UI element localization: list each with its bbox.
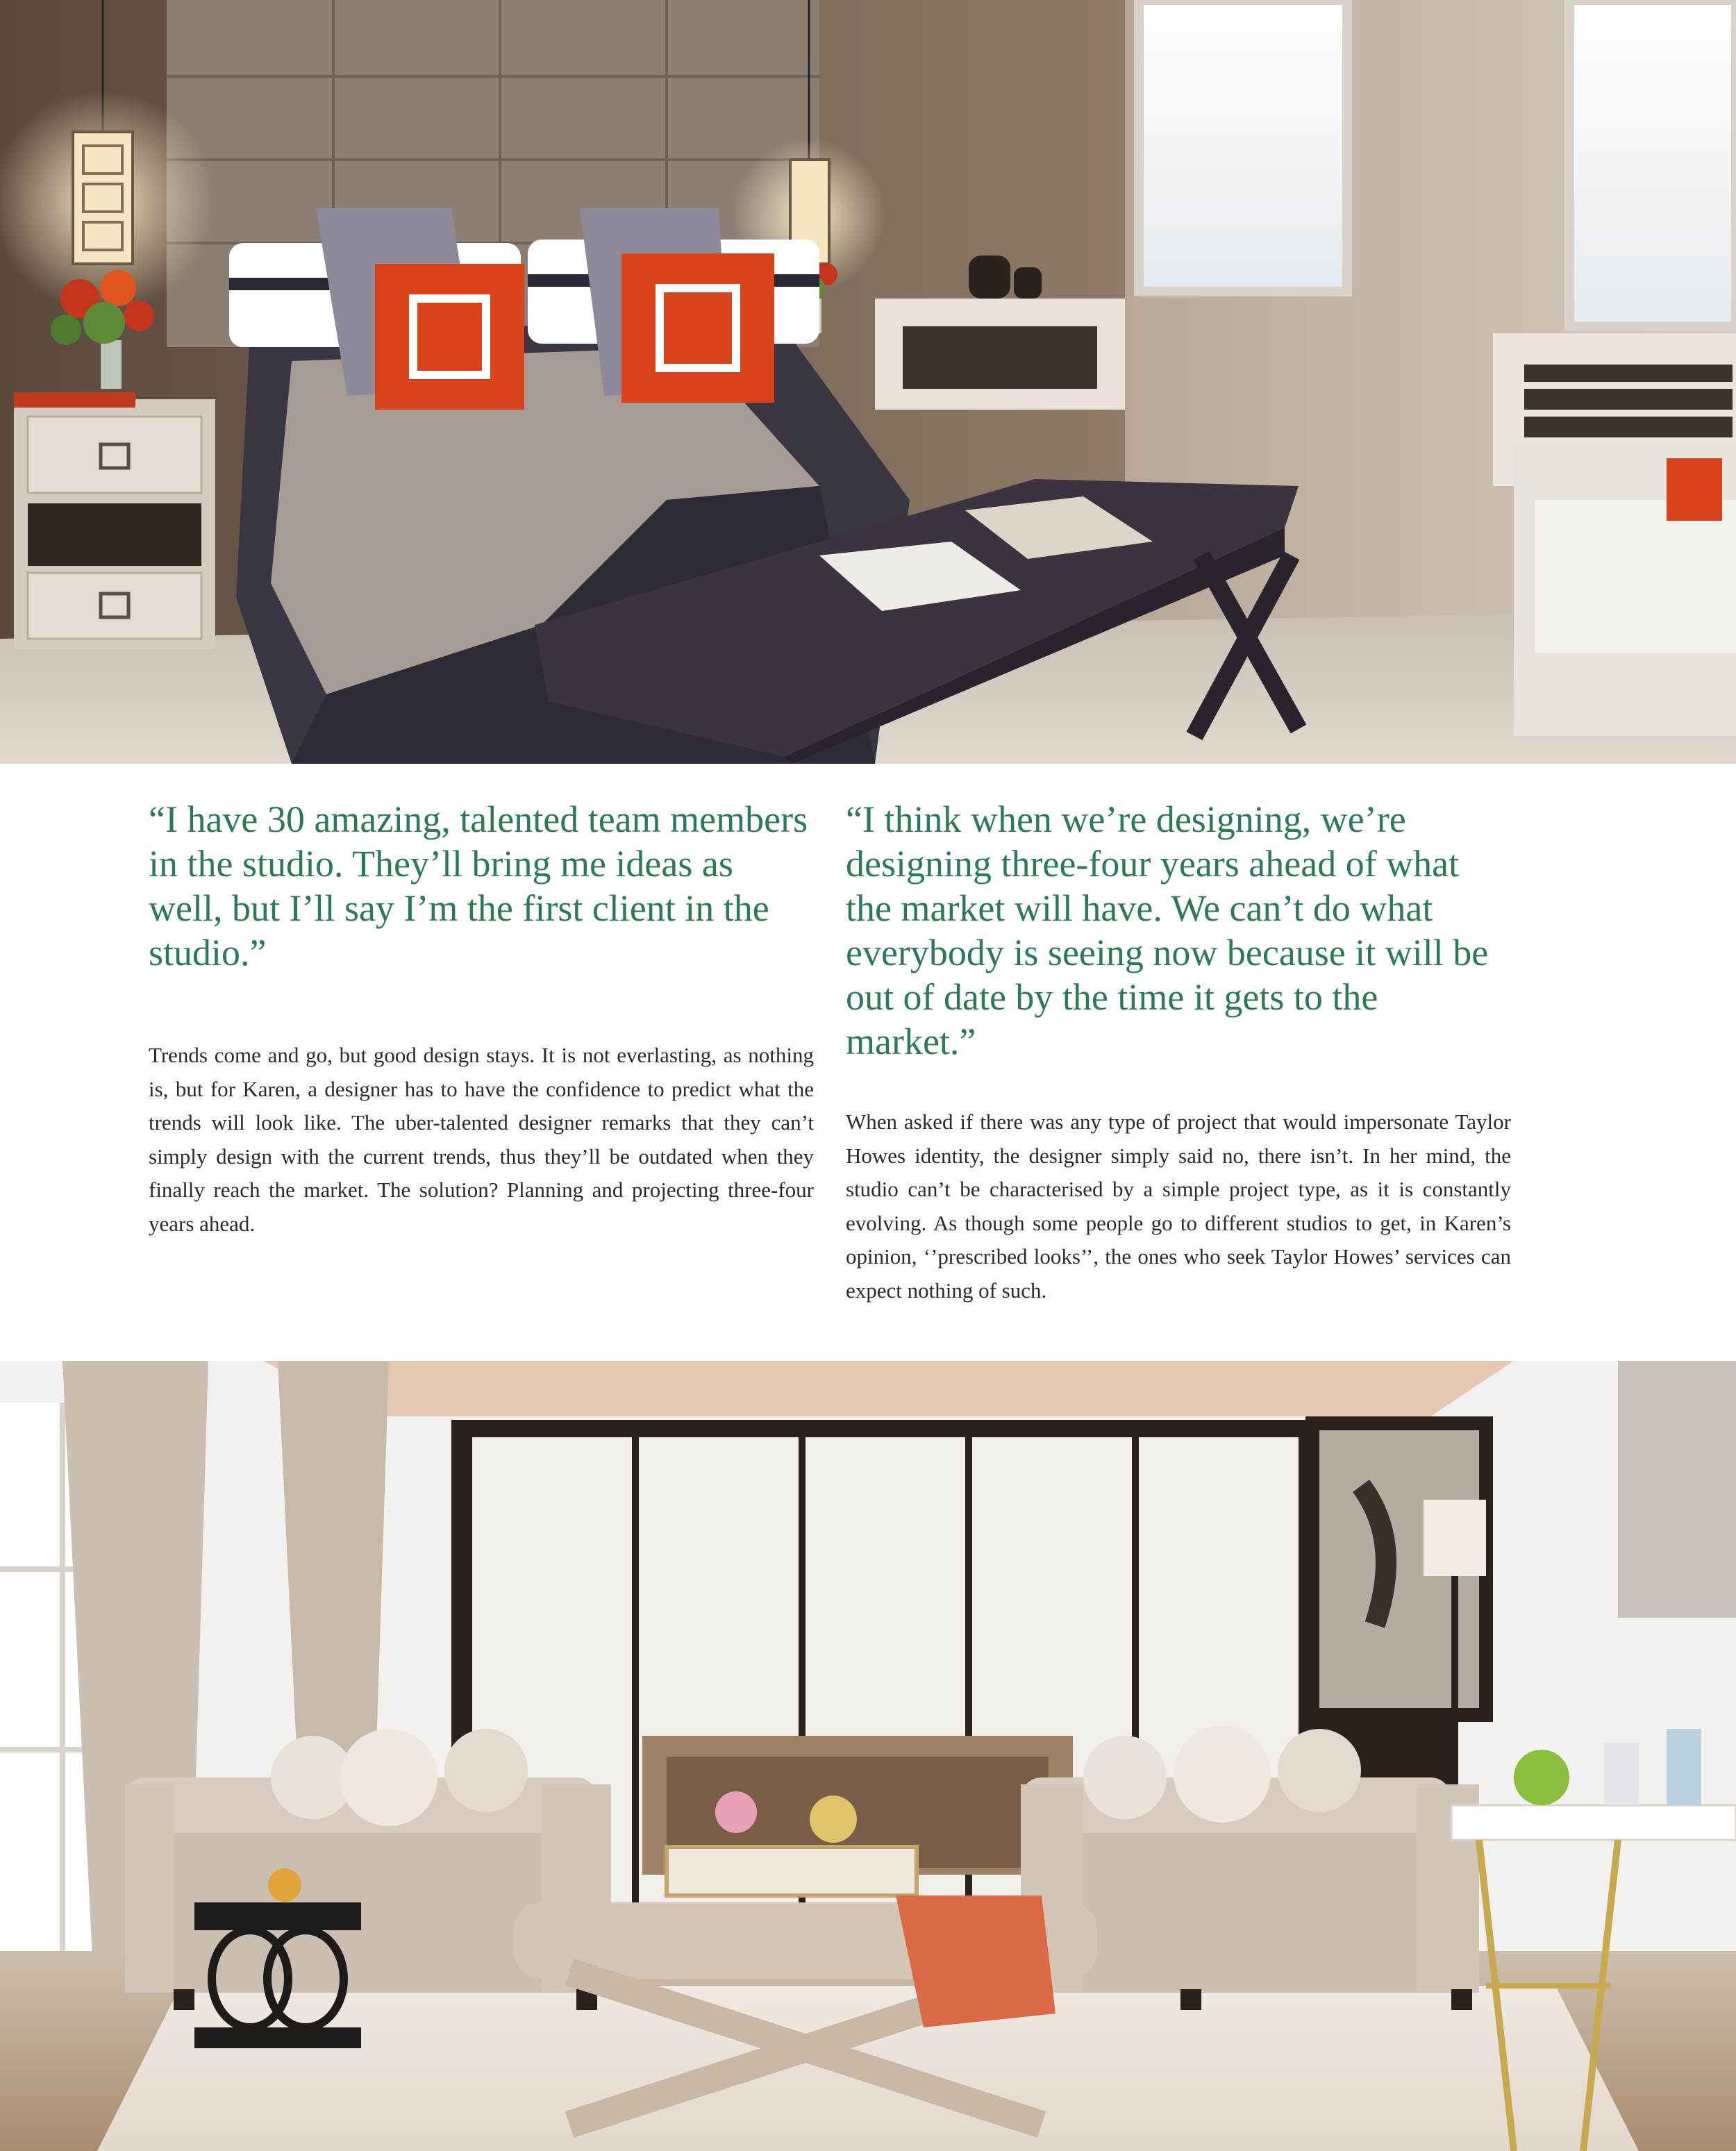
armchair (1514, 444, 1736, 736)
bedroom-illustration (0, 0, 1736, 764)
nightstand (14, 392, 215, 649)
body-paragraph-left: Trends come and go, but good design stays. It is not everlasting, as nothing is, but for Karen, a designer has to have the confidence to predict what the trends will look like. The uber-talented designer remarks that they can’t simply design with the current trends, thus they’ll be outdated when they finally reach the market. The solution? Planning and projecting three-four years ahead. (149, 1043, 814, 1236)
table-lamp (1424, 1500, 1486, 1576)
orange-throw (896, 1895, 1055, 2027)
bedroom-photo (0, 0, 1736, 764)
tulips (715, 1791, 757, 1833)
window-center (1139, 0, 1347, 292)
orange-cushion-right (621, 253, 774, 403)
living-room-illustration (0, 1361, 1736, 2151)
orange-cushion-left (375, 264, 524, 410)
pull-quote-left: “I have 30 amazing, talented team members in the studio. They’ll bring me ideas as well, but I’ll say I’m the first client in the studio.” (149, 798, 808, 973)
right-column (846, 797, 1511, 1307)
green-plant (1514, 1750, 1569, 1805)
mirror (1618, 1361, 1736, 1618)
window-right (1569, 0, 1736, 326)
coffee-table (667, 1847, 917, 1895)
body-paragraph-right: When asked if there was any type of project that would impersonate Taylor Howes identity, the designer simply said no, there isn’t. In her mind, the studio can’t be characterised by a simple project type, as it is constantly evolving. As though some people go to different studios to get, in Karen’s opinion, ‘’prescribed looks’’, the ones who seek Taylor Howes’ services can expect nothing of such. (846, 1110, 1511, 1303)
pull-quote-right: “I think when we’re designing, we’re designing three-four years ahead of what the market will have. We can’t do what everybody is seeing now because it will be out of date by the time it gets to the market.” (846, 798, 1489, 1062)
ceiling-cove (264, 1361, 1514, 1416)
vase (969, 256, 1010, 299)
left-column (149, 797, 814, 1241)
living-room-photo (0, 1361, 1736, 2151)
